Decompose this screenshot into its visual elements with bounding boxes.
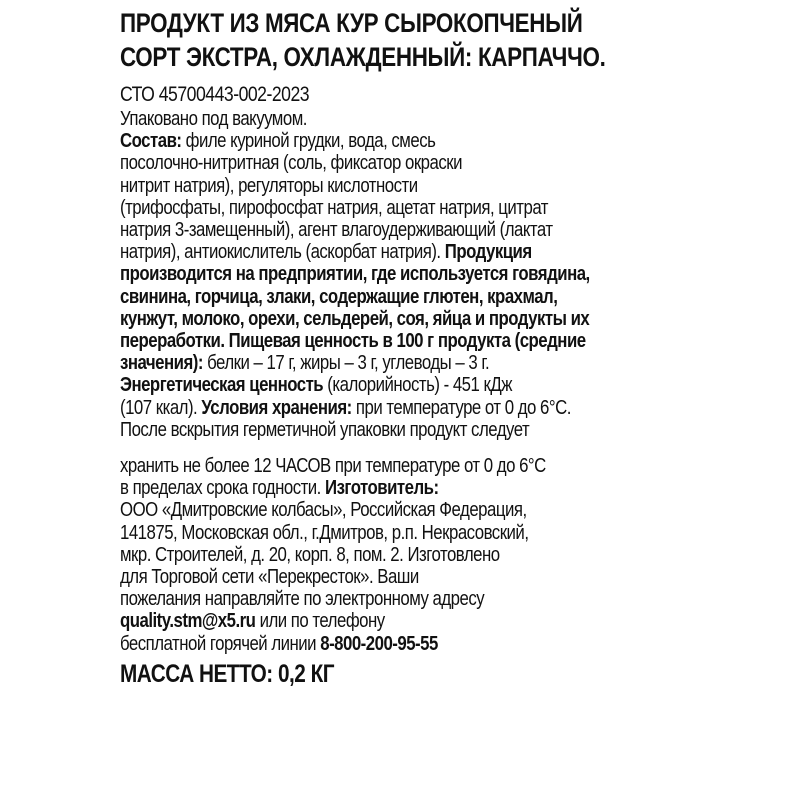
- energy-value: (калорийность) - 451 кДж: [323, 374, 512, 397]
- manufacturer-line-16: [120, 477, 691, 499]
- standard-code: СТО 45700443-002-2023: [120, 83, 310, 106]
- composition-text-1: филе куриной грудки, вода, смесь: [181, 130, 436, 153]
- storage-text-15a: хранить не более: [120, 455, 254, 478]
- nutrition-values-heading: значения):: [120, 352, 203, 375]
- manufacturer-line-22: [120, 610, 691, 632]
- storage-hours: 12 ЧАСОВ: [253, 455, 331, 478]
- composition-line-3: нитрит натрия), регуляторы кислотности: [120, 174, 418, 197]
- nutrition-line-11: [120, 352, 691, 374]
- product-title-line-2: СОРТ ЭКСТРА, ОХЛАЖДЕННЫЙ: КАРПАЧЧО.: [120, 42, 606, 72]
- manufacturer-text-22: или по телефону: [255, 610, 385, 633]
- manufacturer-line-21: пожелания направляйте по электронному адресу: [120, 588, 485, 611]
- allergen-heading: Продукция: [444, 241, 532, 264]
- nutrition-heading: переработки. Пищевая ценность в 100 г продукта (средние: [120, 330, 586, 353]
- contact-email: quality.stm@x5.ru: [120, 610, 256, 633]
- storage-line-15: [120, 455, 691, 477]
- composition-line-5: натрия 3-замещенный), агент влагоудерживающий (лактат: [120, 219, 553, 242]
- storage-heading: Условия хранения:: [201, 396, 352, 419]
- composition-heading: Состав:: [120, 130, 182, 153]
- allergen-text-9: кунжут, молоко, орехи, сельдерей, соя, яйца и продукты их: [120, 307, 590, 330]
- allergen-line-7: [120, 263, 691, 285]
- allergen-line-9: [120, 308, 691, 330]
- storage-text-16: в пределах срока годности.: [120, 477, 325, 500]
- nutrition-values: белки – 17 г, жиры – 3 г, углеводы – 3 г.: [202, 352, 490, 375]
- packaging-note: Упаковано под вакуумом.: [120, 108, 307, 130]
- allergen-line-8: [120, 286, 691, 308]
- storage-text-15c: при температуре от 0 до 6°С: [330, 455, 546, 478]
- allergen-text-7: производится на предприятии, где используется говядина,: [120, 263, 590, 286]
- manufacturer-text-23: бесплатной горячей линии: [120, 632, 321, 655]
- composition-line-1: [120, 130, 691, 152]
- storage-line-13: [120, 397, 691, 419]
- manufacturer-line-19: мкр. Строителей, д. 20, корп. 8, пом. 2. Изготовлено: [120, 543, 500, 566]
- manufacturer-line-20: для Торговой сети «Перекресток». Ваши: [120, 566, 419, 589]
- energy-line: [120, 374, 691, 396]
- allergen-text-8: свинина, горчица, злаки, содержащие глютен, крахмал,: [120, 285, 558, 308]
- energy-heading: Энергетическая ценность: [120, 374, 324, 397]
- manufacturer-heading: Изготовитель:: [324, 477, 439, 500]
- composition-line-2: посолочно-нитритная (соль, фиксатор окраски: [120, 152, 462, 175]
- storage-text-13: при температуре от 0 до 6°С.: [351, 396, 571, 419]
- nutrition-line-10: [120, 330, 691, 352]
- manufacturer-line-23: [120, 633, 691, 655]
- hotline-phone: 8-800-200-95-55: [320, 632, 438, 655]
- net-mass: МАССА НЕТТО: 0,2 КГ: [120, 659, 335, 688]
- storage-line-14: После вскрытия герметичной упаковки продукт следует: [120, 418, 530, 441]
- manufacturer-line-17: ООО «Дмитровские колбасы», Российская Федерация,: [120, 499, 527, 522]
- composition-text-6: натрия), антиокислитель (аскорбат натрия).: [120, 241, 445, 264]
- manufacturer-line-18: 141875, Московская обл., г.Дмитров, р.п. Некрасовский,: [120, 521, 529, 544]
- product-title-line-1: ПРОДУКТ ИЗ МЯСА КУР СЫРОКОПЧЕНЫЙ: [120, 8, 583, 38]
- composition-line-6: [120, 241, 691, 263]
- composition-line-4: (трифосфаты, пирофосфат натрия, ацетат натрия, цитрат: [120, 196, 549, 219]
- energy-kcal: (107 ккал).: [120, 396, 202, 419]
